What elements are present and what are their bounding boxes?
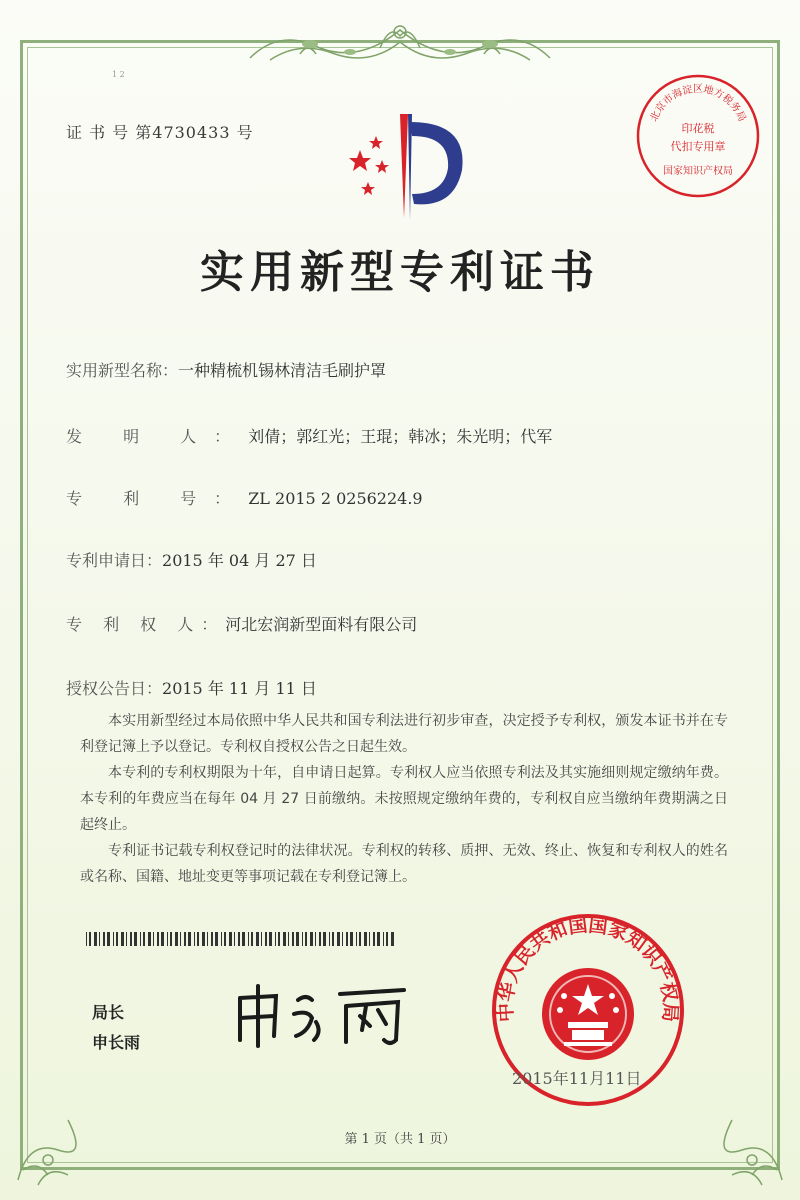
national-seal-arc-text: 中华人民共和国国家知识产权局 bbox=[494, 914, 682, 1023]
tax-seal-bottom-text: 国家知识产权局 bbox=[663, 166, 733, 177]
inventor-label: 发 明 人： bbox=[66, 427, 249, 446]
tax-seal-line2: 代扣专用章 bbox=[670, 140, 726, 153]
utility-model-name-field bbox=[66, 358, 386, 381]
patent-number-field bbox=[66, 486, 423, 509]
body-paragraph-3: 专利证书记载专利权登记时的法律状况。专利权的转移、质押、无效、终止、恢复和专利权人的姓名或名称、国籍、地址变更等事项记载在专利登记簿上。 bbox=[80, 843, 728, 885]
page-title: 实用新型专利证书 bbox=[200, 247, 600, 298]
patentee-value: 河北宏润新型面料有限公司 bbox=[225, 615, 418, 634]
utility-model-name-value: 一种精梳机锡林清洁毛刷护罩 bbox=[178, 361, 387, 380]
top-ornament-icon bbox=[240, 18, 560, 68]
barcode-icon bbox=[86, 932, 396, 946]
tax-seal-line1: 印花税 bbox=[681, 122, 715, 135]
page-footer: 第 1 页（共 1 页） bbox=[344, 1132, 456, 1147]
registration-mark: 1 2 bbox=[112, 70, 125, 79]
director-signature-icon bbox=[228, 980, 428, 1050]
inventor-field bbox=[66, 424, 552, 447]
tax-stamp-seal-icon bbox=[632, 70, 764, 202]
inventor-value: 刘倩；郭红光；王琨；韩冰；朱光明；代军 bbox=[248, 427, 553, 446]
filing-date-value: 2015 年 04 月 27 日 bbox=[162, 551, 317, 570]
patentee-label: 专 利 权 人： bbox=[66, 615, 226, 634]
utility-model-name-label: 实用新型名称： bbox=[66, 361, 179, 380]
grant-date-label: 授权公告日： bbox=[66, 679, 163, 698]
patent-office-emblem-icon bbox=[338, 108, 478, 228]
national-emblem-icon bbox=[542, 968, 634, 1060]
director-title: 局长 bbox=[92, 1003, 125, 1022]
patentee-field bbox=[66, 612, 417, 635]
seal-date: 2015年11月11日 bbox=[512, 1069, 642, 1088]
grant-date-value: 2015 年 11 月 11 日 bbox=[162, 679, 317, 698]
tax-seal-arc-text: 北京市海淀区地方税务局 bbox=[648, 84, 748, 124]
patent-number-label: 专 利 号： bbox=[66, 489, 249, 508]
grant-date-field bbox=[66, 676, 317, 699]
filing-date-field bbox=[66, 548, 317, 571]
body-paragraph-2: 本专利的专利权期限为十年，自申请日起算。专利权人应当依照专利法及其实施细则规定缴纳年费。本专利的年费应当在每年 04 月 27 日前缴纳。未按照规定缴纳年费的，专利权自应当缴纳年费期满之日起终止。 bbox=[80, 765, 728, 833]
filing-date-label: 专利申请日： bbox=[66, 551, 163, 570]
certificate-body bbox=[80, 708, 728, 890]
director-name: 申长雨 bbox=[92, 1033, 141, 1052]
patent-number-value: ZL 2015 2 0256224.9 bbox=[248, 489, 423, 508]
body-paragraph-1: 本实用新型经过本局依照中华人民共和国专利法进行初步审查，决定授予专利权，颁发本证书并在专利登记簿上予以登记。专利权自授权公告之日起生效。 bbox=[80, 713, 728, 755]
certificate-number: 证 书 号 第4730433 号 bbox=[66, 123, 254, 142]
